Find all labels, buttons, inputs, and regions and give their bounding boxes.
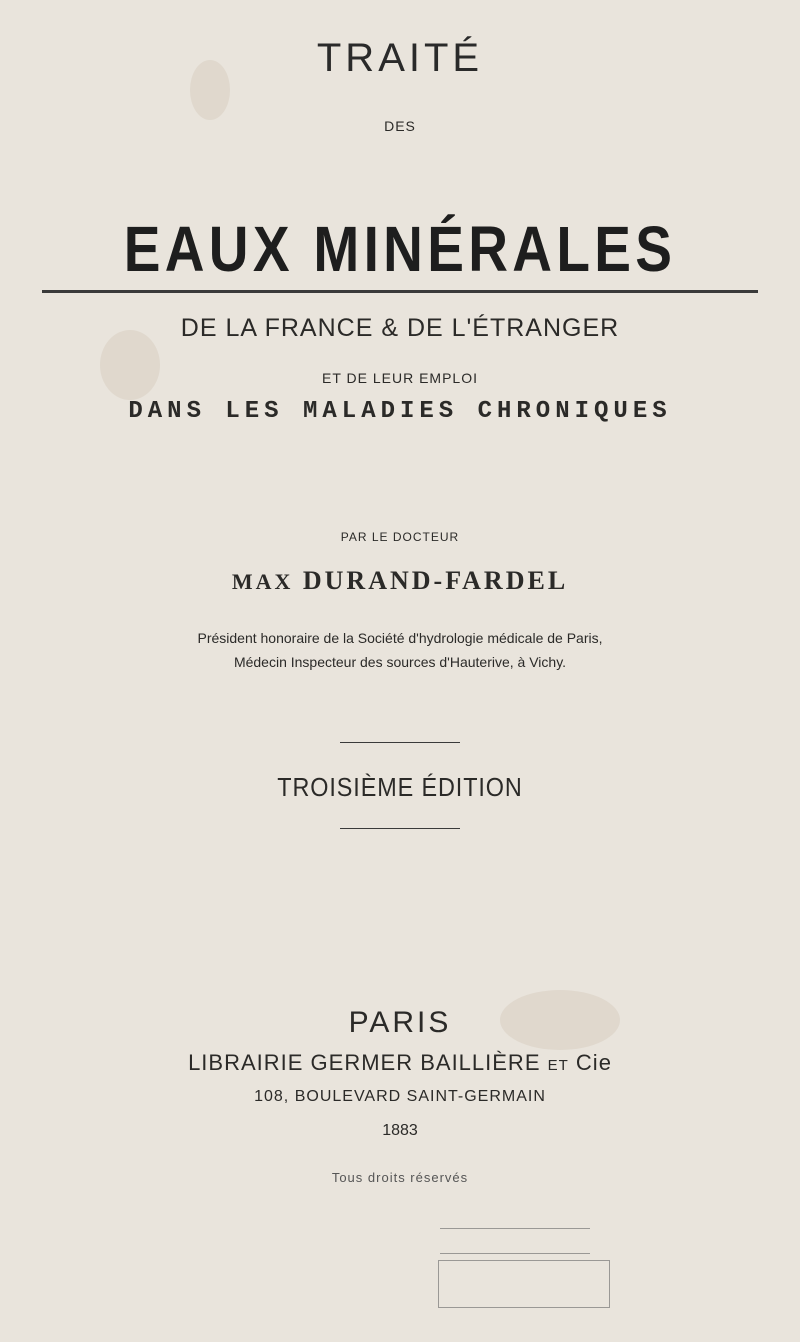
title-top: TRAITÉ bbox=[316, 36, 484, 80]
subtitle-line-3: DANS LES MALADIES CHRONIQUES bbox=[128, 398, 672, 425]
by-line: PAR LE DOCTEUR bbox=[340, 530, 460, 544]
author-first-name: MAX bbox=[231, 569, 294, 594]
author-role-2: Médecin Inspecteur des sources d'Hauterive, à Vichy. bbox=[233, 654, 567, 670]
author-last-name: DURAND-FARDEL bbox=[302, 566, 569, 595]
divider-top bbox=[340, 742, 460, 743]
publication-year: 1883 bbox=[382, 1122, 418, 1139]
publisher bbox=[0, 1050, 800, 1076]
library-stamp-box bbox=[438, 1260, 610, 1308]
title-connector: DES bbox=[384, 118, 416, 134]
library-stamp-mark bbox=[440, 1228, 590, 1254]
publisher-et: ET bbox=[547, 1057, 569, 1074]
title-underline bbox=[42, 290, 758, 293]
publisher-cie: Cie bbox=[575, 1050, 612, 1075]
publisher-name: LIBRAIRIE GERMER BAILLIÈRE bbox=[188, 1050, 541, 1075]
publisher-address: 108, BOULEVARD SAINT-GERMAIN bbox=[254, 1088, 546, 1105]
subtitle-line-2: ET DE LEUR EMPLOI bbox=[321, 370, 478, 386]
subtitle-line-1: DE LA FRANCE & DE L'ÉTRANGER bbox=[180, 314, 620, 342]
author-role-1: Président honoraire de la Société d'hydrologie médicale de Paris, bbox=[197, 630, 603, 646]
rights-notice: Tous droits réservés bbox=[331, 1170, 469, 1185]
author-name bbox=[0, 566, 800, 596]
edition: TROISIÈME ÉDITION bbox=[277, 772, 523, 802]
publication-city: PARIS bbox=[348, 1006, 452, 1039]
main-title: EAUX MINÉRALES bbox=[123, 213, 677, 285]
divider-bottom bbox=[340, 828, 460, 829]
